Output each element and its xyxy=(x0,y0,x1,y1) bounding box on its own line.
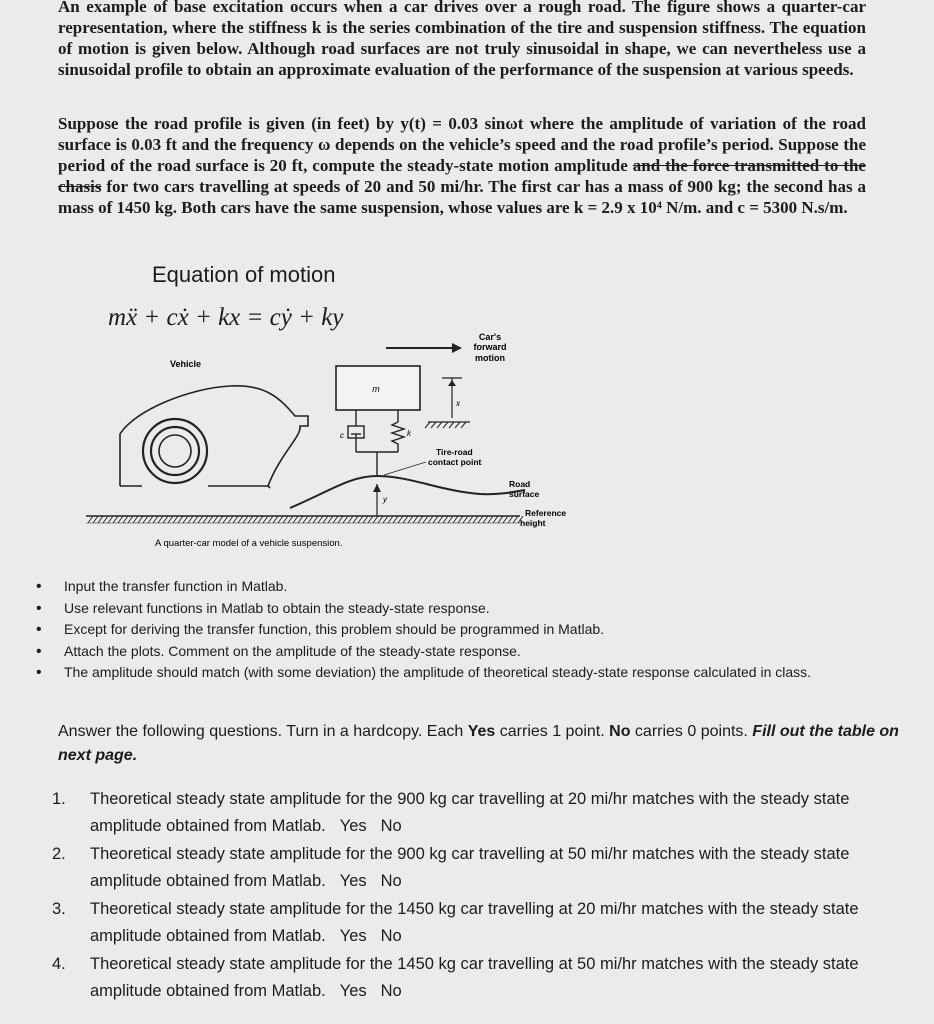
contact-label-1: Tire-road xyxy=(436,447,473,457)
list-item: • The amplitude should match (with some deviation) the amplitude of theoretical steady-state response calculated in class. xyxy=(36,662,811,684)
no-option[interactable]: No xyxy=(380,927,402,945)
damper xyxy=(348,410,364,452)
quarter-car-figure xyxy=(80,326,600,556)
damper-label: c xyxy=(340,431,344,440)
no-option[interactable]: No xyxy=(380,817,402,835)
question-list xyxy=(52,786,912,1006)
forward-arrowhead xyxy=(452,343,462,353)
list-item: • Input the transfer function in Matlab. xyxy=(36,576,811,598)
problem-text-b: for two cars travelling at speeds of 20 and 50 mi/hr. The first car has a mass of 900 kg; the second has a mass of 1450 kg. Both cars have the same suspension, whose values are k = 2.9 x 10⁴ N/m. and c = 5300 N.s/m. xyxy=(58,177,866,217)
reference-label-2: height xyxy=(520,518,546,528)
struck-text: and the force transmitted to the chasis xyxy=(58,156,866,196)
figure-caption: A quarter-car model of a vehicle suspension. xyxy=(155,538,343,549)
mass-label: m xyxy=(372,384,380,394)
question-text: Theoretical steady state amplitude for the 900 kg car travelling at 50 mi/hr matches with the steady state amplitude obtained from Matlab. xyxy=(90,845,850,890)
yes-option[interactable]: Yes xyxy=(339,927,367,945)
question-number: 4. xyxy=(52,955,66,973)
answer-text-a: Answer the following questions. Turn in a hardcopy. Each xyxy=(58,723,468,740)
question-item xyxy=(52,841,912,895)
vehicle-label: Vehicle xyxy=(170,359,202,369)
no-option[interactable]: No xyxy=(380,872,402,890)
car-wheel xyxy=(143,419,207,483)
problem-text-a: Suppose the road profile is given (in feet) by y(t) = 0.03 sinωt where the amplitude of variation of the road surface is 0.03 ft and the frequency ω depends on the vehicle’s speed and the road profile’s period. Suppose the period of the road surface is 20 ft, compute the steady-state motion amplitude xyxy=(58,114,866,175)
answer-fill-note: Fill out the table on next page. xyxy=(58,723,899,764)
question-text: Theoretical steady state amplitude for the 900 kg car travelling at 20 mi/hr matches with the steady state amplitude obtained from Matlab. xyxy=(90,790,850,835)
reference-hatch xyxy=(88,516,523,523)
list-item: • Except for deriving the transfer function, this problem should be programmed in Matlab. xyxy=(36,619,811,641)
question-text: Theoretical steady state amplitude for the 1450 kg car travelling at 20 mi/hr matches with the steady state amplitude obtained from Matlab. xyxy=(90,900,859,945)
yes-option[interactable]: Yes xyxy=(339,872,367,890)
spring xyxy=(392,410,404,452)
question-number: 2. xyxy=(52,845,66,863)
yes-option[interactable]: Yes xyxy=(339,982,367,1000)
question-number: 1. xyxy=(52,790,66,808)
answer-instructions xyxy=(58,720,918,768)
spring-label: k xyxy=(407,429,411,438)
question-item xyxy=(52,951,912,1005)
x-label: x xyxy=(456,399,460,408)
equation-formula: mẍ + cẋ + kx = cẏ + ky xyxy=(108,304,344,331)
instruction-list xyxy=(36,576,811,684)
yes-option[interactable]: Yes xyxy=(339,817,367,835)
reference-label-1: Reference xyxy=(525,508,567,518)
question-number: 3. xyxy=(52,900,66,918)
question-item xyxy=(52,896,912,950)
forward-label-1: Car's xyxy=(478,332,502,342)
forward-label-2: forward xyxy=(473,342,507,352)
no-option[interactable]: No xyxy=(380,982,402,1000)
road-label-1: Road xyxy=(509,479,531,489)
question-item xyxy=(52,786,912,840)
answer-text-c: carries 0 points. xyxy=(630,723,753,740)
road-surface-curve xyxy=(290,476,525,508)
equation-heading: Equation of motion xyxy=(152,262,336,287)
car-body xyxy=(120,386,308,486)
answer-yes-word: Yes xyxy=(467,723,496,740)
answer-no-word: No xyxy=(609,723,631,740)
question-text: Theoretical steady state amplitude for the 1450 kg car travelling at 50 mi/hr matches with the steady state amplitude obtained from Matlab. xyxy=(90,955,859,1000)
list-item: • Use relevant functions in Matlab to obtain the steady-state response. xyxy=(36,598,811,620)
list-item: • Attach the plots. Comment on the amplitude of the steady-state response. xyxy=(36,641,811,663)
answer-text-b: carries 1 point. xyxy=(495,723,610,740)
forward-label-3: motion xyxy=(475,353,505,363)
contact-label-2: contact point xyxy=(428,457,482,467)
problem-paragraph-2 xyxy=(58,113,866,218)
problem-paragraph-1: An example of base excitation occurs when a car drives over a rough road. The figure shows a quarter-car representation, where the stiffness k is the series combination of the tire and suspension stiffness. The equation of motion is given below. Although road surfaces are not truly sinusoidal in shape, we can nevertheless use a sinusoidal profile to obtain an approximate evaluation of the performance of the suspension at various speeds. xyxy=(58,0,866,79)
road-label-2: surface xyxy=(509,489,540,499)
y-label: y xyxy=(383,495,387,504)
